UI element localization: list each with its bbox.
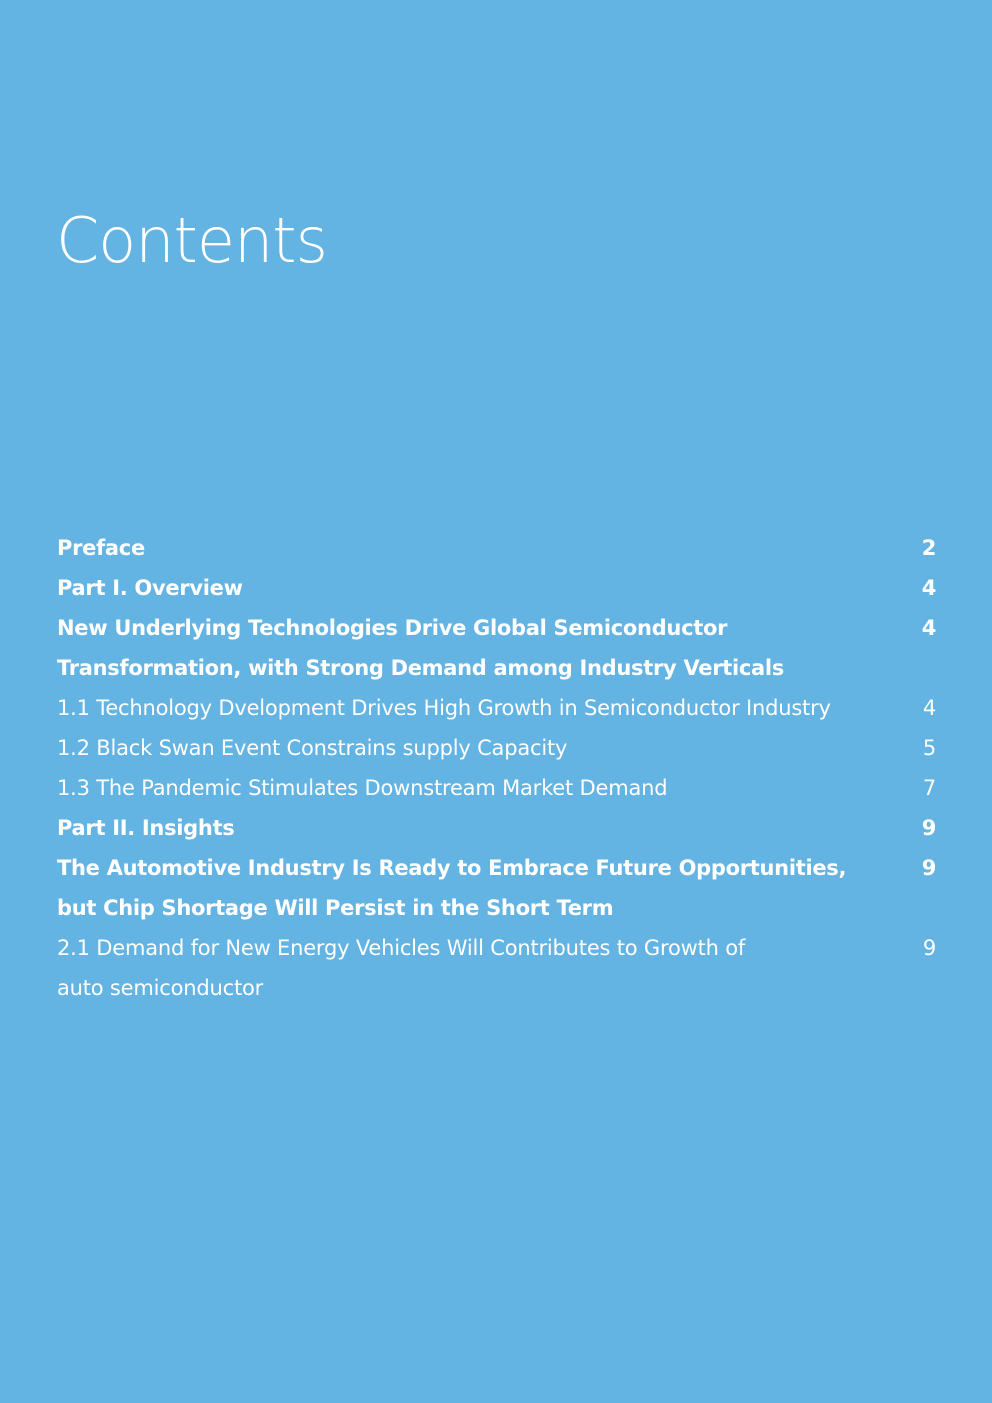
toc-entry-section-1-2[interactable] bbox=[57, 728, 936, 768]
toc-entry-chapter-2[interactable] bbox=[57, 848, 936, 928]
toc-entry-page-number: 7 bbox=[922, 776, 936, 800]
toc-entry-title: 1.2 Black Swan Event Constrains supply Capacity bbox=[57, 736, 568, 760]
toc-entry-page-number: 2 bbox=[921, 536, 936, 560]
toc-entry-preface[interactable] bbox=[57, 528, 936, 568]
toc-entry-title: 2.1 Demand for New Energy Vehicles Will Contributes to Growth of auto semiconductor bbox=[57, 936, 746, 1000]
toc-entry-chapter-1[interactable] bbox=[57, 608, 936, 688]
toc-entry-page-number: 9 bbox=[921, 816, 936, 840]
toc-entry-part-1[interactable] bbox=[57, 568, 936, 608]
table-of-contents bbox=[57, 528, 936, 1008]
page-title: Contents bbox=[56, 204, 327, 277]
toc-entry-title: 1.3 The Pandemic Stimulates Downstream Market Demand bbox=[57, 776, 668, 800]
toc-entry-section-1-3[interactable] bbox=[57, 768, 936, 808]
toc-entry-page-number: 9 bbox=[922, 936, 936, 960]
toc-entry-page-number: 9 bbox=[921, 856, 936, 880]
toc-entry-page-number: 4 bbox=[922, 696, 936, 720]
toc-entry-page-number: 4 bbox=[921, 616, 936, 640]
toc-entry-page-number: 5 bbox=[922, 736, 936, 760]
toc-entry-page-number: 4 bbox=[921, 576, 936, 600]
toc-entry-section-2-1[interactable] bbox=[57, 928, 936, 1008]
toc-entry-section-1-1[interactable] bbox=[57, 688, 936, 728]
toc-entry-title: Part II. Insights bbox=[57, 816, 235, 840]
toc-entry-title: Preface bbox=[57, 536, 145, 560]
toc-entry-title: 1.1 Technology Dvelopment Drives High Growth in Semiconductor Industry bbox=[57, 696, 831, 720]
toc-entry-title: Part I. Overview bbox=[57, 576, 243, 600]
toc-entry-part-2[interactable] bbox=[57, 808, 936, 848]
toc-entry-title: New Underlying Technologies Drive Global Semiconductor Transformation, with Strong Demand among Industry Verticals bbox=[57, 616, 785, 680]
toc-entry-title: The Automotive Industry Is Ready to Embrace Future Opportunities, but Chip Shortage Will Persist in the Short Term bbox=[57, 856, 847, 920]
